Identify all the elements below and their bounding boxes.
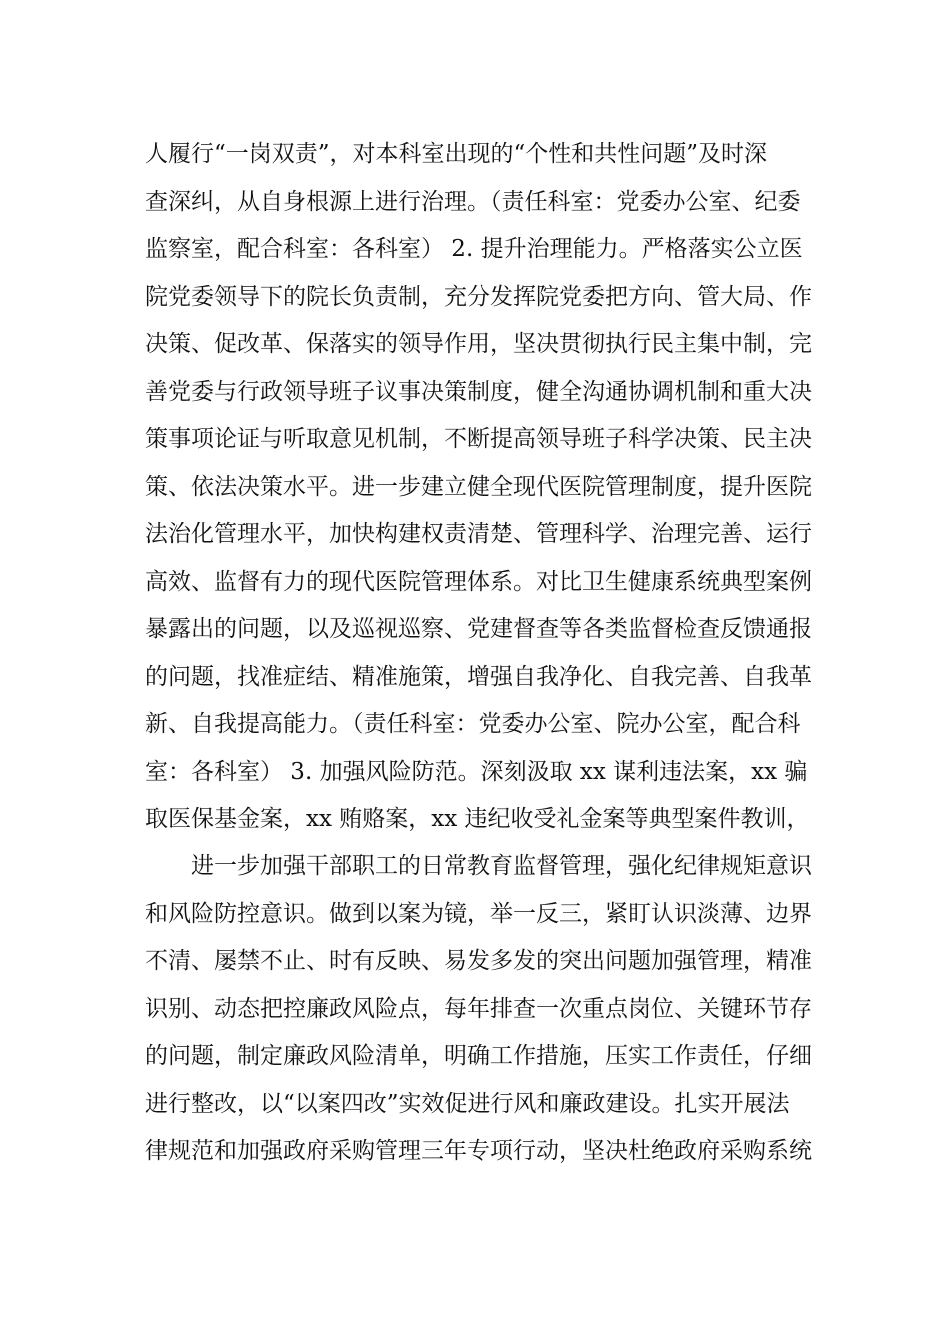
paragraph-line: 不清、屡禁不止、时有反映、易发多发的突出问题加强管理，精准 <box>145 948 812 974</box>
paragraph-line: 取医保基金案，xx 贿赂案，xx 违纪收受礼金案等典型案件教训， <box>145 806 810 832</box>
paragraph-line: 进一步加强干部职工的日常教育监督管理，强化纪律规矩意识 <box>191 853 812 879</box>
paragraph-line: 的问题，制定廉政风险清单，明确工作措施，压实工作责任，仔细 <box>145 1043 812 1069</box>
paragraph-line: 人履行“一岗双责”，对本科室出现的“个性和共性问题”及时深 <box>145 141 768 167</box>
paragraph-line: 策、依法决策水平。进一步建立健全现代医院管理制度，提升医院 <box>145 473 812 500</box>
paragraph-line: 决策、促改革、保落实的领导作用，坚决贯彻执行民主集中制，完 <box>145 331 812 357</box>
paragraph-line: 院党委领导下的院长负责制，充分发挥院党委把方向、管大局、作 <box>145 283 812 310</box>
paragraph-line: 善党委与行政领导班子议事决策制度，健全沟通协调机制和重大决 <box>145 378 812 405</box>
paragraph-line: 查深纠，从自身根源上进行治理。（责任科室：党委办公室、纪委 <box>145 188 801 215</box>
paragraph-line: 室：各科室） 3. 加强风险防范。深刻汲取 xx 谋利违法案，xx 骗 <box>145 758 808 785</box>
paragraph-2 <box>145 843 845 1176</box>
paragraph-line: 新、自我提高能力。（责任科室：党委办公室、院办公室，配合科 <box>145 711 801 737</box>
paragraph-line: 监察室，配合科室：各科室） 2. 提升治理能力。严格落实公立医 <box>145 236 803 262</box>
paragraph-line: 高效、监督有力的现代医院管理体系。对比卫生健康系统典型案例 <box>145 568 812 595</box>
paragraph-line: 进行整改，以“以案四改”实效促进行风和廉政建设。扎实开展法 <box>145 1090 790 1117</box>
paragraph-1 <box>145 131 845 844</box>
paragraph-line: 律规范和加强政府采购管理三年专项行动，坚决杜绝政府采购系统 <box>145 1138 812 1164</box>
paragraph-line: 的问题，找准症结、精准施策，增强自我净化、自我完善、自我革 <box>145 663 812 690</box>
paragraph-line: 和风险防控意识。做到以案为镜，举一反三，紧盯认识淡薄、边界 <box>145 900 812 927</box>
paragraph-line: 暴露出的问题，以及巡视巡察、党建督查等各类监督检查反馈通报 <box>145 616 812 642</box>
paragraph-line: 策事项论证与听取意见机制，不断提高领导班子科学决策、民主决 <box>145 426 812 452</box>
paragraph-line: 识别、动态把控廉政风险点，每年排查一次重点岗位、关键环节存 <box>145 995 812 1022</box>
paragraph-line: 法治化管理水平，加快构建权责清楚、管理科学、治理完善、运行 <box>145 521 812 547</box>
